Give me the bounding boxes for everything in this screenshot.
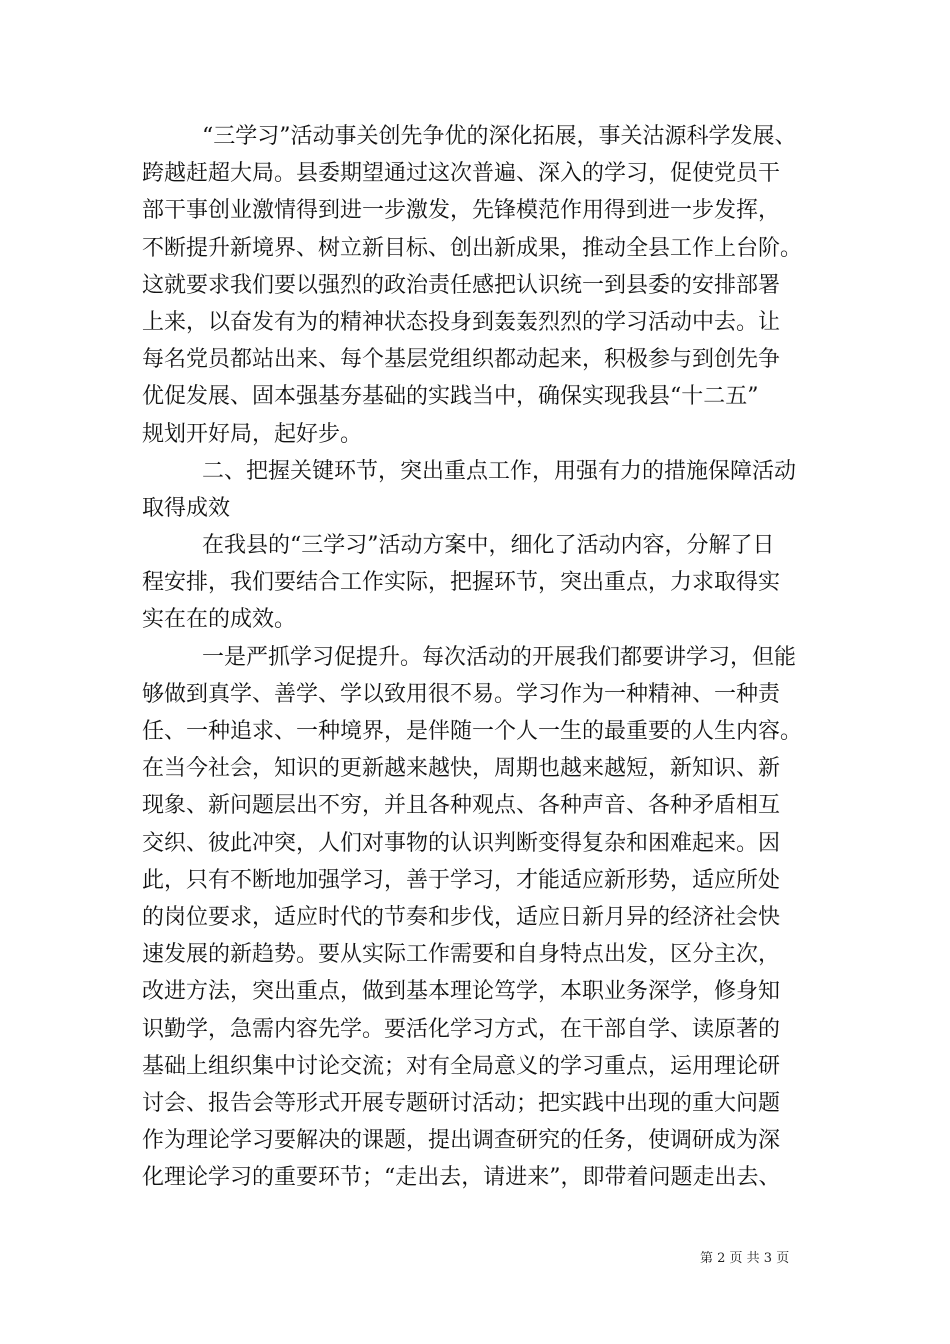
text-line: 改进方法，突出重点，做到基本理论笃学，本职业务深学，修身知: [142, 979, 781, 1005]
text-line: 规划开好局，起好步。: [142, 421, 363, 447]
text-line: 现象、新问题层出不穷，并且各种观点、各种声音、各种矛盾相互: [142, 793, 781, 819]
text-line: 作为理论学习要解决的课题，提出调查研究的任务，使调研成为深: [142, 1128, 781, 1154]
text-line: 此，只有不断地加强学习，善于学习，才能适应新形势，适应所处: [142, 867, 781, 893]
text-line: 速发展的新趋势。要从实际工作需要和自身特点出发，区分主次，: [142, 942, 781, 968]
text-line: “三学习”活动事关创先争优的深化拓展，事关沽源科学发展、: [202, 124, 797, 149]
text-line: 程安排，我们要结合工作实际，把握环节，突出重点，力求取得实: [142, 570, 781, 596]
text-line: 交织、彼此冲突，人们对事物的认识判断变得复杂和困难起来。因: [142, 830, 781, 856]
text-line: 在当今社会，知识的更新越来越快，周期也越来越短，新知识、新: [142, 756, 781, 782]
text-line: 基础上组织集中讨论交流；对有全局意义的学习重点，运用理论研: [142, 1053, 781, 1079]
body-text: [142, 118, 818, 1196]
text-line: 这就要求我们要以强烈的政治责任感把认识统一到县委的安排部署: [142, 272, 781, 298]
text-line: 讨会、报告会等形式开展专题研讨活动；把实践中出现的重大问题: [142, 1090, 781, 1116]
text-line: 一是严抓学习促提升。每次活动的开展我们都要讲学习，但能: [202, 644, 797, 670]
text-line: 不断提升新境界、树立新目标、创出新成果，推动全县工作上台阶。: [142, 235, 803, 261]
text-line: 实在在的成效。: [142, 607, 297, 633]
section-heading-line: 取得成效: [142, 495, 231, 521]
text-line: 识勤学，急需内容先学。要活化学习方式，在干部自学、读原著的: [142, 1016, 781, 1042]
section-heading-line: 二、把握关键环节，突出重点工作，用强有力的措施保障活动: [202, 458, 797, 484]
page-number: 第 2 页 共 3 页: [700, 1251, 790, 1266]
text-line: 在我县的“三学习”活动方案中，细化了活动内容，分解了日: [202, 533, 775, 559]
text-line: 上来，以奋发有为的精神状态投身到轰轰烈烈的学习活动中去。让: [142, 309, 781, 335]
text-line: 跨越赶超大局。县委期望通过这次普遍、深入的学习，促使党员干: [142, 161, 781, 187]
text-line: 的岗位要求，适应时代的节奏和步伐，适应日新月异的经济社会快: [142, 904, 781, 930]
text-line: 够做到真学、善学、学以致用很不易。学习作为一种精神、一种责: [142, 681, 781, 707]
text-line: 每名党员都站出来、每个基层党组织都动起来，积极参与到创先争: [142, 347, 781, 373]
text-line: 化理论学习的重要环节；“走出去，请进来”，即带着问题走出去、: [142, 1165, 781, 1191]
text-line: 优促发展、固本强基夯基础的实践当中，确保实现我县“十二五”: [142, 384, 759, 410]
text-line: 任、一种追求、一种境界，是伴随一个人一生的最重要的人生内容。: [142, 719, 803, 744]
text-line: 部干事创业激情得到进一步激发，先锋模范作用得到进一步发挥，: [142, 198, 781, 224]
